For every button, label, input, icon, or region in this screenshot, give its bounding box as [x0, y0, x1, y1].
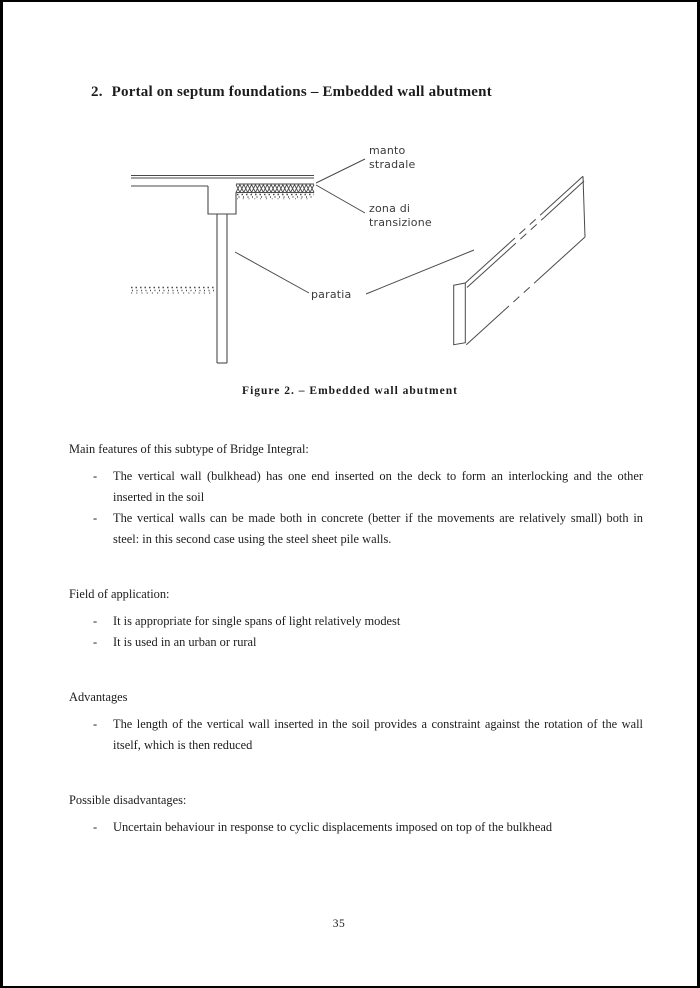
label-paratia: paratia [311, 288, 352, 301]
bullet-item [69, 714, 643, 756]
section-header: Main features of this subtype of Bridge Integral: [69, 442, 309, 456]
page-title [91, 84, 492, 101]
abutment-corbel-outline [131, 186, 236, 214]
bullet-text: The length of the vertical wall inserted in the soil provides a constraint against the rotation of the wall itself, which is then reduced [113, 717, 643, 752]
deck-lines [131, 176, 314, 179]
bulkhead-wall [217, 214, 227, 363]
document-page [3, 2, 697, 986]
leader-line-paratia-panel [366, 250, 474, 294]
bullet-text: The vertical walls can be made both in concrete (better if the movements are relatively small) both in steel: in this second case using the steel sheet pile walls. [113, 511, 643, 546]
section-header: Advantages [69, 690, 128, 704]
bullet-text: Uncertain behaviour in response to cyclic displacements imposed on top of the bulkhead [113, 820, 553, 834]
bullet-item [69, 632, 643, 653]
leader-line-paratia-wall [235, 252, 309, 293]
bullet-text: It is used in an urban or rural [113, 635, 257, 649]
bullet-item [69, 611, 643, 632]
bullet-text: The vertical wall (bulkhead) has one end inserted on the deck to form an interlocking and the other inserted in the soil [113, 469, 643, 504]
bullet-dash: - [93, 469, 98, 483]
heading-text: Portal on septum foundations – Embedded wall abutment [111, 84, 492, 100]
section-header: Field of application: [69, 587, 170, 601]
section-field-of-application [69, 584, 643, 653]
heading-number: 2. [91, 84, 103, 100]
bullet-text: It is appropriate for single spans of light relatively modest [113, 614, 401, 628]
label-manto-stradale-line1: manto [369, 144, 406, 157]
transition-soil-stipple [237, 195, 314, 199]
leader-line-zona-transizione [316, 185, 365, 213]
figure-caption: Figure 2. – Embedded wall abutment [242, 385, 458, 397]
page-number: 35 [332, 918, 346, 930]
section-main-features [69, 439, 643, 550]
label-zona-transizione-line2: transizione [369, 216, 432, 229]
leader-line-manto-stradale [316, 159, 365, 183]
ground-stipple [131, 288, 215, 294]
bullet-dash: - [93, 635, 98, 649]
embedded-wall-abutment-diagram [113, 137, 603, 382]
bullet-dash: - [93, 717, 98, 731]
bullet-item [69, 466, 643, 508]
bullet-item [69, 817, 643, 838]
body-text-column [69, 439, 643, 838]
bullet-dash: - [93, 614, 98, 628]
section-possible-disadvantages [69, 790, 643, 838]
bullet-item [69, 508, 643, 550]
section-header: Possible disadvantages: [69, 793, 187, 807]
bullet-dash: - [93, 820, 98, 834]
label-manto-stradale-line2: stradale [369, 158, 416, 171]
label-zona-transizione-line1: zona di [369, 202, 411, 215]
bullet-dash: - [93, 511, 98, 525]
wall-panel-3d [454, 176, 585, 344]
section-advantages [69, 687, 643, 756]
transition-zone-hatch [236, 184, 314, 193]
